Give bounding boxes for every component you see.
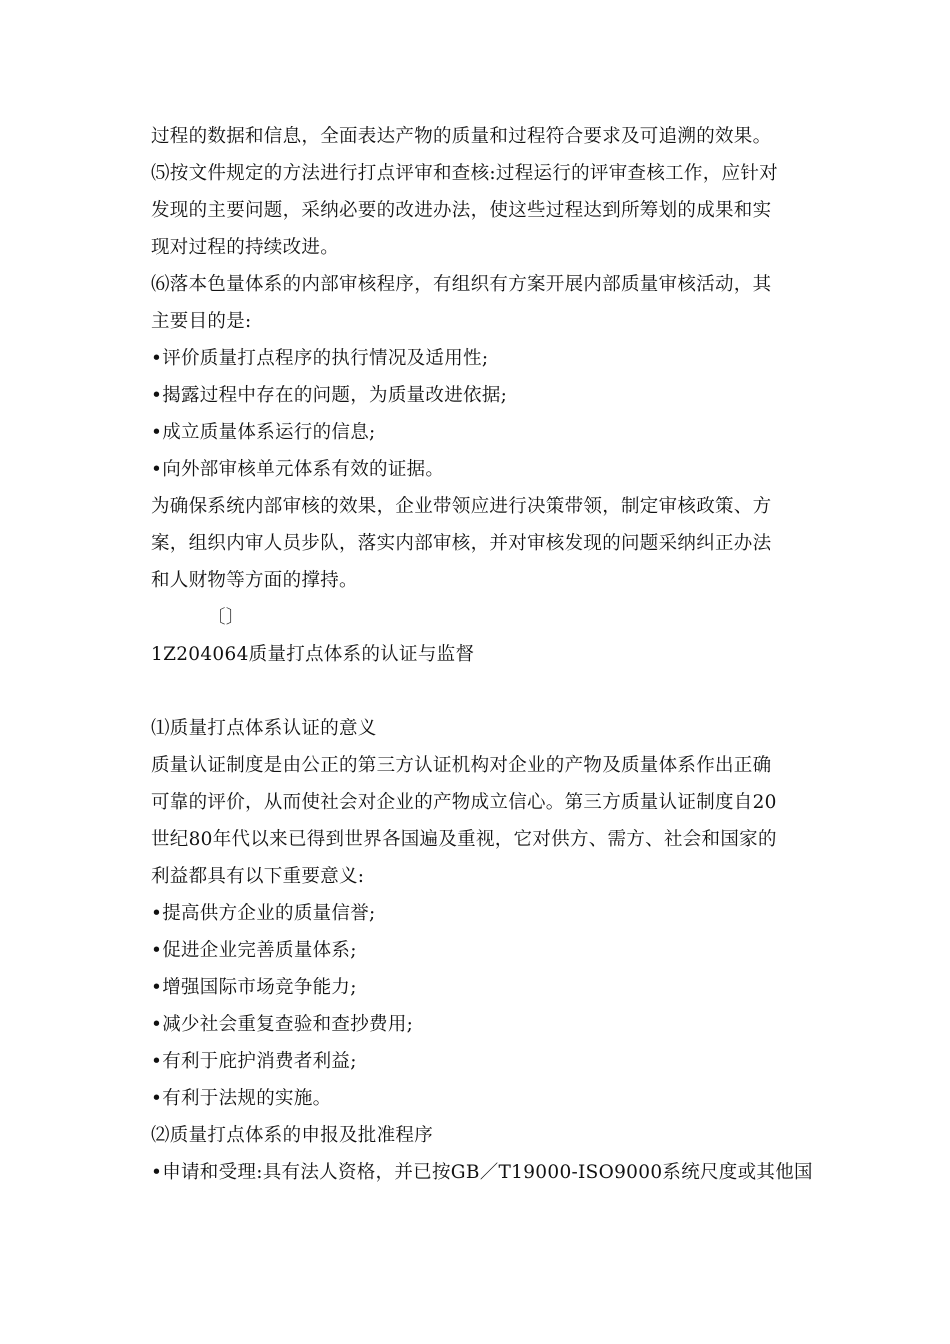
bullet-item: •成立质量体系运行的信息; — [151, 422, 376, 443]
subsection-heading: ⑵质量打点体系的申报及批准程序 — [151, 1125, 434, 1146]
bullet-item: •有利于庇护消费者利益; — [151, 1051, 357, 1072]
bullet-item: •促进企业完善质量体系; — [151, 940, 357, 961]
blank-gap — [151, 673, 811, 710]
bullet-item: •增强国际市场竞争能力; — [151, 977, 357, 998]
section-title: 1Z204064质量打点体系的认证与监督 — [151, 644, 475, 665]
bullet-item: •向外部审核单元体系有效的证据。 — [151, 459, 445, 480]
bullet-item: •揭露过程中存在的问题，为质量改进依据; — [151, 385, 508, 406]
paragraph-line: 利益都具有以下重要意义: — [151, 866, 365, 887]
paragraph-line: 现对过程的持续改进。 — [151, 237, 340, 258]
paragraph-line: 可靠的评价，从而使社会对企业的产物成立信心。第三方质量认证制度自20 — [151, 792, 777, 813]
paragraph-line: ⑸按文件规定的方法进行打点评审和查核:过程运行的评审查核工作，应针对 — [151, 163, 778, 184]
bracket-marker: 〔〕 — [207, 607, 245, 628]
paragraph-line: 世纪80年代以来已得到世界各国遍及重视，它对供方、需方、社会和国家的 — [151, 829, 777, 850]
bullet-item: •申请和受理:具有法人资格，并已按GB／T19000-ISO9000系统尺度或其他国 — [151, 1162, 813, 1183]
paragraph-line: 过程的数据和信息，全面表达产物的质量和过程符合要求及可追溯的效果。 — [151, 126, 772, 147]
paragraph-line: 和人财物等方面的撑持。 — [151, 570, 358, 591]
document-body — [151, 118, 811, 1191]
paragraph-line: 案，组织内审人员步队，落实内部审核，并对审核发现的问题采纳纠正办法 — [151, 533, 772, 554]
bullet-item: •提高供方企业的质量信誉; — [151, 903, 376, 924]
subsection-heading: ⑴质量打点体系认证的意义 — [151, 718, 377, 739]
bullet-item: •减少社会重复查验和查抄费用; — [151, 1014, 414, 1035]
paragraph-line: 质量认证制度是由公正的第三方认证机构对企业的产物及质量体系作出正确 — [151, 755, 772, 776]
bullet-item: •评价质量打点程序的执行情况及适用性; — [151, 348, 489, 369]
paragraph-line: 为确保系统内部审核的效果，企业带领应进行决策带领，制定审核政策、方 — [151, 496, 772, 517]
paragraph-line: ⑹落本色量体系的内部审核程序，有组织有方案开展内部质量审核活动，其 — [151, 274, 772, 295]
bullet-item: •有利于法规的实施。 — [151, 1088, 332, 1109]
paragraph-line: 主要目的是: — [151, 311, 252, 332]
paragraph-line: 发现的主要问题，采纳必要的改进办法，使这些过程达到所筹划的成果和实 — [151, 200, 772, 221]
